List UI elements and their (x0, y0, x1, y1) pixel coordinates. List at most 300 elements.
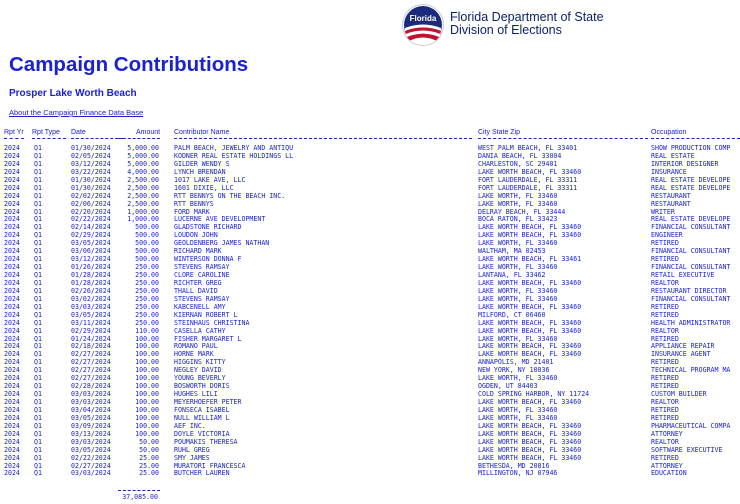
about-database-link[interactable]: About the Campaign Finance Data Base (9, 108, 144, 117)
rpt-yr-cell: 2024 (4, 184, 20, 192)
amount-cell: 100.00 (135, 414, 159, 422)
date-cell: 01/30/2024 (71, 145, 111, 152)
amount-cell: 500.00 (135, 232, 159, 240)
rpt-yr-cell: 2024 (4, 327, 20, 335)
rpt-yr-cell: 2024 (4, 216, 20, 224)
city-state-zip-cell: LAKE WORTH BEACH, FL 33460 (478, 446, 582, 454)
table-row (4, 343, 740, 351)
occupation-cell: RESTAURANT (651, 200, 691, 208)
amount-cell: 25.00 (139, 462, 159, 470)
amount-cell: 500.00 (135, 224, 159, 232)
rpt-type-cell: Q1 (34, 335, 42, 343)
city-state-zip-cell: LAKE WORTH BEACH, FL 33460 (478, 168, 582, 176)
city-state-zip-cell: DELRAY BEACH, FL 33444 (478, 208, 566, 216)
date-cell: 02/27/2024 (71, 351, 111, 359)
table-row (4, 240, 740, 248)
table-row (4, 256, 740, 264)
occupation-cell: RETIRED (651, 311, 679, 319)
rpt-type-cell: Q1 (34, 256, 42, 264)
date-cell: 03/02/2024 (71, 295, 111, 303)
amount-cell: 1,000.00 (127, 208, 159, 216)
table-row (4, 304, 740, 312)
table-row (4, 431, 740, 439)
contributor-cell: WINTERSON DONNA F (174, 256, 242, 264)
total-amount: 37,085.00 (122, 493, 158, 501)
table-row (4, 375, 740, 383)
table-row (4, 153, 740, 161)
rpt-yr-cell: 2024 (4, 264, 20, 272)
table-row (4, 216, 740, 224)
rpt-type-cell: Q1 (34, 279, 42, 287)
header-rule (174, 138, 472, 140)
amount-cell: 500.00 (135, 248, 159, 256)
occupation-cell: HEALTH ADMINISTRATOR (651, 319, 731, 327)
city-state-zip-cell: LAKE WORTH BEACH, FL 33460 (478, 343, 582, 351)
date-cell: 02/27/2024 (71, 367, 111, 375)
occupation-cell: RETIRED (651, 240, 679, 248)
date-cell: 01/30/2024 (71, 184, 111, 192)
table-row (4, 264, 740, 272)
amount-cell: 250.00 (135, 279, 159, 287)
date-cell: 03/03/2024 (71, 470, 111, 478)
table-row (4, 185, 740, 193)
city-state-zip-cell: LAKE WORTH, FL 33460 (478, 264, 558, 272)
florida-seal-logo (402, 4, 444, 46)
city-state-zip-cell: MILLINGTON, NJ 07946 (478, 470, 558, 478)
date-cell: 02/27/2024 (71, 375, 111, 383)
amount-cell: 250.00 (135, 303, 159, 311)
amount-cell: 250.00 (135, 311, 159, 319)
city-state-zip-cell: LAKE WORTH BEACH, FL 33460 (478, 224, 582, 232)
date-cell: 03/03/2024 (71, 399, 111, 406)
table-row (4, 312, 740, 320)
rpt-type-cell: Q1 (34, 343, 42, 351)
date-cell: 02/27/2024 (71, 359, 111, 367)
amount-cell: 5,000.00 (127, 145, 159, 152)
contributor-cell: FISHER MARGARET L (174, 335, 242, 343)
date-cell: 02/22/2024 (71, 454, 111, 462)
amount-cell: 250.00 (135, 264, 159, 272)
rpt-yr-cell: 2024 (4, 462, 20, 470)
amount-cell: 500.00 (135, 256, 159, 264)
rpt-yr-cell: 2024 (4, 224, 20, 232)
rpt-type-cell: Q1 (34, 422, 42, 430)
table-row (4, 145, 740, 153)
amount-cell: 2,500.00 (127, 200, 159, 208)
amount-cell: 100.00 (135, 406, 159, 414)
occupation-cell: WRITER (651, 208, 675, 216)
occupation-cell: PHARMACEUTICAL COMPA (651, 422, 731, 430)
rpt-yr-cell: 2024 (4, 279, 20, 287)
city-state-zip-cell: LAKE WORTH BEACH, FL 33460 (478, 399, 582, 406)
rpt-type-cell: Q1 (34, 232, 42, 240)
table-row (4, 399, 740, 407)
col-amount: Amount (136, 129, 161, 136)
occupation-cell: RETIRED (651, 414, 679, 422)
city-state-zip-cell: MILFORD, CT 06460 (478, 311, 546, 319)
occupation-cell: REALTOR (651, 399, 679, 406)
rpt-yr-cell: 2024 (4, 430, 20, 438)
city-state-zip-cell: LAKE WORTH BEACH, FL 33460 (478, 319, 582, 327)
svg-text:Florida: Florida (409, 14, 437, 23)
occupation-cell: RETIRED (651, 359, 679, 367)
rpt-yr-cell: 2024 (4, 200, 20, 208)
table-row (4, 201, 740, 209)
date-cell: 03/12/2024 (71, 160, 111, 168)
table-row (4, 328, 740, 336)
occupation-cell: INSURANCE AGENT (651, 351, 711, 359)
header-rule (651, 138, 740, 140)
contributor-cell: KODNER REAL ESTATE HOLDINGS LL (174, 152, 294, 160)
contributor-cell: FONSECA ISABEL (174, 406, 230, 414)
contributor-cell: HORNE MARK (174, 351, 214, 359)
table-row (4, 193, 740, 201)
rpt-type-cell: Q1 (34, 351, 42, 359)
rpt-yr-cell: 2024 (4, 319, 20, 327)
rpt-type-cell: Q1 (34, 248, 42, 256)
contributor-cell: NEGLEY DAVID (174, 367, 222, 375)
city-state-zip-cell: WALTHAM, MA 02453 (478, 248, 546, 256)
city-state-zip-cell: LAKE WORTH, FL 33460 (478, 200, 558, 208)
table-row (4, 320, 740, 328)
rpt-yr-cell: 2024 (4, 232, 20, 240)
city-state-zip-cell: LAKE WORTH, FL 33460 (478, 295, 558, 303)
rpt-type-cell: Q1 (34, 454, 42, 462)
contributor-cell: CLORE CAROLINE (174, 272, 230, 279)
date-cell: 03/13/2024 (71, 430, 111, 438)
occupation-cell: RESTAURANT (651, 192, 691, 200)
rpt-type-cell: Q1 (34, 208, 42, 216)
occupation-cell: FINANCIAL CONSULTANT (651, 224, 731, 232)
contributor-cell: ROMANO PAUL (174, 343, 218, 351)
agency-line-1: Florida Department of State (450, 10, 604, 24)
contributor-cell: POUMAKIS THERESA (174, 438, 238, 446)
amount-cell: 100.00 (135, 391, 159, 399)
table-row (4, 232, 740, 240)
city-state-zip-cell: LAKE WORTH, FL 33460 (478, 287, 558, 295)
occupation-cell: RETIRED (651, 454, 679, 462)
amount-cell: 100.00 (135, 351, 159, 359)
table-row (4, 224, 740, 232)
date-cell: 03/12/2024 (71, 256, 111, 264)
date-cell: 02/18/2024 (71, 343, 111, 351)
occupation-cell: RETAIL EXECUTIVE (651, 272, 715, 279)
col-rpt-type: Rpt Type (32, 129, 60, 136)
occupation-cell: APPLIANCE REPAIR (651, 343, 715, 351)
contributor-cell: STEVENS RAMSAY (174, 264, 230, 272)
date-cell: 01/28/2024 (71, 279, 111, 287)
city-state-zip-cell: LAKE WORTH BEACH, FL 33460 (478, 351, 582, 359)
city-state-zip-cell: LANTANA, FL 33462 (478, 272, 546, 279)
amount-cell: 50.00 (139, 438, 159, 446)
rpt-type-cell: Q1 (34, 367, 42, 375)
contributor-cell: 1601 DIXIE, LLC (174, 184, 234, 192)
amount-cell: 100.00 (135, 335, 159, 343)
header-rule (478, 138, 648, 140)
city-state-zip-cell: OGDEN, UT 84403 (478, 383, 538, 391)
contributor-cell: PALM BEACH, JEWELRY AND ANTIQU (174, 145, 294, 152)
city-state-zip-cell: BETHESDA, MD 20816 (478, 462, 550, 470)
city-state-zip-cell: LAKE WORTH BEACH, FL 33460 (478, 430, 582, 438)
rpt-type-cell: Q1 (34, 462, 42, 470)
contributor-cell: RTT BENNYS ON THE BEACH INC. (174, 192, 286, 200)
table-row (4, 463, 740, 471)
date-cell: 02/27/2024 (71, 462, 111, 470)
date-cell: 02/29/2024 (71, 327, 111, 335)
amount-cell: 250.00 (135, 287, 159, 295)
occupation-cell: FINANCIAL CONSULTANT (651, 295, 731, 303)
contributor-cell: KABCENELL AMY (174, 303, 226, 311)
rpt-yr-cell: 2024 (4, 335, 20, 343)
contributor-cell: GEOLDENBERG JAMES NATHAN (174, 240, 270, 248)
amount-cell: 100.00 (135, 430, 159, 438)
occupation-cell: REALTOR (651, 327, 679, 335)
contributor-cell: MEYERHOEFER PETER (174, 399, 242, 406)
rpt-yr-cell: 2024 (4, 422, 20, 430)
table-row (4, 407, 740, 415)
table-row (4, 423, 740, 431)
rpt-type-cell: Q1 (34, 438, 42, 446)
city-state-zip-cell: LAKE WORTH BEACH, FL 33460 (478, 327, 582, 335)
rpt-yr-cell: 2024 (4, 343, 20, 351)
city-state-zip-cell: ANNAPOLIS, MD 21401 (478, 359, 554, 367)
city-state-zip-cell: LAKE WORTH, FL 33460 (478, 406, 558, 414)
rpt-yr-cell: 2024 (4, 176, 20, 184)
occupation-cell: ATTORNEY (651, 462, 683, 470)
contributor-cell: LUCERNE AVE DEVELOPMENT (174, 216, 266, 224)
occupation-cell: REALTOR (651, 438, 679, 446)
city-state-zip-cell: BOCA RATON, FL 33423 (478, 216, 558, 224)
contributor-cell: 1017 LAKE AVE, LLC (174, 176, 246, 184)
contributor-cell: RICHTER GREG (174, 279, 222, 287)
rpt-type-cell: Q1 (34, 287, 42, 295)
date-cell: 02/28/2024 (71, 383, 111, 391)
contributor-cell: BUTCHER LAUREN (174, 470, 230, 478)
amount-cell: 25.00 (139, 470, 159, 478)
contributor-cell: SMY JAMES (174, 454, 210, 462)
header-rule (4, 138, 24, 140)
occupation-cell: RETIRED (651, 406, 679, 414)
table-row (4, 415, 740, 423)
rpt-type-cell: Q1 (34, 200, 42, 208)
date-cell: 02/26/2024 (71, 287, 111, 295)
rpt-type-cell: Q1 (34, 152, 42, 160)
agency-line-2: Division of Elections (450, 23, 562, 37)
contributor-cell: AEF INC. (174, 422, 206, 430)
header-rule (32, 138, 66, 140)
rpt-yr-cell: 2024 (4, 240, 20, 248)
amount-cell: 100.00 (135, 343, 159, 351)
city-state-zip-cell: FORT LAUDERDALE, FL 33311 (478, 176, 578, 184)
occupation-cell: ENGINEER (651, 232, 683, 240)
date-cell: 02/02/2024 (71, 192, 111, 200)
amount-cell: 100.00 (135, 399, 159, 406)
table-row (4, 280, 740, 288)
contributor-cell: FORD MARK (174, 208, 210, 216)
amount-cell: 100.00 (135, 367, 159, 375)
rpt-yr-cell: 2024 (4, 152, 20, 160)
city-state-zip-cell: FORT LAUDERDALE, FL 33311 (478, 184, 578, 192)
date-cell: 03/05/2024 (71, 240, 111, 248)
rpt-type-cell: Q1 (34, 240, 42, 248)
occupation-cell: RETIRED (651, 375, 679, 383)
contributor-cell: GILDER WENDY S (174, 160, 230, 168)
city-state-zip-cell: LAKE WORTH, FL 33460 (478, 414, 558, 422)
amount-cell: 2,500.00 (127, 176, 159, 184)
occupation-cell: RESTAURANT DIRECTOR (651, 287, 727, 295)
rpt-yr-cell: 2024 (4, 287, 20, 295)
contributor-cell: THALL DAVID (174, 287, 218, 295)
city-state-zip-cell: COLD SPRING HARBOR, NY 11724 (478, 391, 590, 399)
date-cell: 03/03/2024 (71, 391, 111, 399)
date-cell: 03/05/2024 (71, 446, 111, 454)
occupation-cell: REAL ESTATE DEVELOPE (651, 216, 731, 224)
date-cell: 02/06/2024 (71, 200, 111, 208)
table-row (4, 161, 740, 169)
city-state-zip-cell: LAKE WORTH BEACH, FL 33460 (478, 232, 582, 240)
city-state-zip-cell: NEW YORK, NY 10036 (478, 367, 550, 375)
date-cell: 03/05/2024 (71, 414, 111, 422)
city-state-zip-cell: LAKE WORTH, FL 33460 (478, 375, 558, 383)
table-row (4, 439, 740, 447)
contributor-cell: HUGHES LILI (174, 391, 218, 399)
amount-cell: 5,000.00 (127, 160, 159, 168)
rpt-type-cell: Q1 (34, 414, 42, 422)
city-state-zip-cell: LAKE WORTH, FL 33460 (478, 192, 558, 200)
rpt-type-cell: Q1 (34, 327, 42, 335)
amount-cell: 4,000.00 (127, 168, 159, 176)
rpt-type-cell: Q1 (34, 303, 42, 311)
amount-cell: 50.00 (139, 446, 159, 454)
rpt-type-cell: Q1 (34, 168, 42, 176)
rpt-yr-cell: 2024 (4, 399, 20, 406)
date-cell: 01/26/2024 (71, 264, 111, 272)
rpt-type-cell: Q1 (34, 391, 42, 399)
amount-cell: 100.00 (135, 383, 159, 391)
rpt-type-cell: Q1 (34, 184, 42, 192)
table-row (4, 391, 740, 399)
occupation-cell: CUSTOM BUILDER (651, 391, 707, 399)
committee-name: Prosper Lake Worth Beach (9, 88, 137, 99)
city-state-zip-cell: LAKE WORTH BEACH, FL 33460 (478, 454, 582, 462)
amount-cell: 250.00 (135, 319, 159, 327)
occupation-cell: EDUCATION (651, 470, 687, 478)
amount-cell: 100.00 (135, 359, 159, 367)
city-state-zip-cell: DANIA BEACH, FL 33004 (478, 152, 562, 160)
occupation-cell: REAL ESTATE DEVELOPE (651, 184, 731, 192)
rpt-yr-cell: 2024 (4, 311, 20, 319)
rpt-yr-cell: 2024 (4, 375, 20, 383)
rpt-type-cell: Q1 (34, 264, 42, 272)
contributor-cell: NULL WILLIAM L (174, 414, 230, 422)
contributor-cell: LOUDON JOHN (174, 232, 218, 240)
rpt-yr-cell: 2024 (4, 383, 20, 391)
city-state-zip-cell: LAKE WORTH, FL 33460 (478, 240, 558, 248)
contributor-cell: STEVENS RAMSAY (174, 295, 230, 303)
rpt-yr-cell: 2024 (4, 367, 20, 375)
rpt-yr-cell: 2024 (4, 446, 20, 454)
occupation-cell: RETIRED (651, 335, 679, 343)
rpt-yr-cell: 2024 (4, 145, 20, 152)
rpt-yr-cell: 2024 (4, 454, 20, 462)
rpt-yr-cell: 2024 (4, 414, 20, 422)
city-state-zip-cell: LAKE WORTH, FL 33460 (478, 335, 558, 343)
rpt-type-cell: Q1 (34, 145, 42, 152)
amount-cell: 250.00 (135, 295, 159, 303)
rpt-yr-cell: 2024 (4, 192, 20, 200)
agency-name (450, 11, 604, 37)
contributor-cell: STEINHAUS CHRISTINA (174, 319, 250, 327)
city-state-zip-cell: WEST PALM BEACH, FL 33401 (478, 145, 578, 152)
amount-cell: 100.00 (135, 375, 159, 383)
rpt-yr-cell: 2024 (4, 406, 20, 414)
contributions-table (4, 145, 740, 478)
table-row (4, 177, 740, 185)
contributor-cell: DOYLE VICTORIA (174, 430, 230, 438)
date-cell: 01/28/2024 (71, 272, 111, 279)
amount-cell: 2,500.00 (127, 192, 159, 200)
rpt-yr-cell: 2024 (4, 160, 20, 168)
date-cell: 03/11/2024 (71, 319, 111, 327)
rpt-type-cell: Q1 (34, 224, 42, 232)
table-row (4, 169, 740, 177)
rpt-yr-cell: 2024 (4, 168, 20, 176)
date-cell: 01/24/2024 (71, 335, 111, 343)
table-row (4, 209, 740, 217)
occupation-cell: FINANCIAL CONSULTANT (651, 264, 731, 272)
rpt-type-cell: Q1 (34, 176, 42, 184)
table-row (4, 447, 740, 455)
col-rpt-yr: Rpt Yr (4, 129, 24, 136)
rpt-yr-cell: 2024 (4, 351, 20, 359)
rpt-yr-cell: 2024 (4, 248, 20, 256)
table-row (4, 272, 740, 280)
rpt-yr-cell: 2024 (4, 272, 20, 279)
date-cell: 02/29/2024 (71, 232, 111, 240)
rpt-type-cell: Q1 (34, 375, 42, 383)
contributor-cell: CASELLA CATHY (174, 327, 226, 335)
occupation-cell: SOFTWARE EXECUTIVE (651, 446, 723, 454)
occupation-cell: INSURANCE (651, 168, 687, 176)
table-row (4, 336, 740, 344)
date-cell: 02/14/2024 (71, 224, 111, 232)
occupation-cell: ATTORNEY (651, 430, 683, 438)
col-date: Date (71, 129, 86, 136)
occupation-cell: RETIRED (651, 303, 679, 311)
date-cell: 02/20/2024 (71, 208, 111, 216)
occupation-cell: INTERIOR DESIGNER (651, 160, 719, 168)
amount-cell: 2,500.00 (127, 184, 159, 192)
amount-cell: 250.00 (135, 272, 159, 279)
amount-cell: 500.00 (135, 240, 159, 248)
date-cell: 03/03/2024 (71, 438, 111, 446)
table-row (4, 359, 740, 367)
page-title: Campaign Contributions (9, 53, 249, 76)
rpt-type-cell: Q1 (34, 216, 42, 224)
city-state-zip-cell: LAKE WORTH BEACH, FL 33461 (478, 256, 582, 264)
contributor-cell: GLADSTONE RICHARD (174, 224, 242, 232)
contributor-cell: RTT BENNYS (174, 200, 214, 208)
table-row (4, 351, 740, 359)
header-rule (71, 138, 123, 140)
col-occupation: Occupation (651, 129, 687, 136)
amount-cell: 110.00 (135, 327, 159, 335)
occupation-cell: REAL ESTATE DEVELOPE (651, 176, 731, 184)
contributor-cell: MURATORI FRANCESCA (174, 462, 246, 470)
rpt-yr-cell: 2024 (4, 391, 20, 399)
rpt-yr-cell: 2024 (4, 438, 20, 446)
date-cell: 03/04/2024 (71, 406, 111, 414)
